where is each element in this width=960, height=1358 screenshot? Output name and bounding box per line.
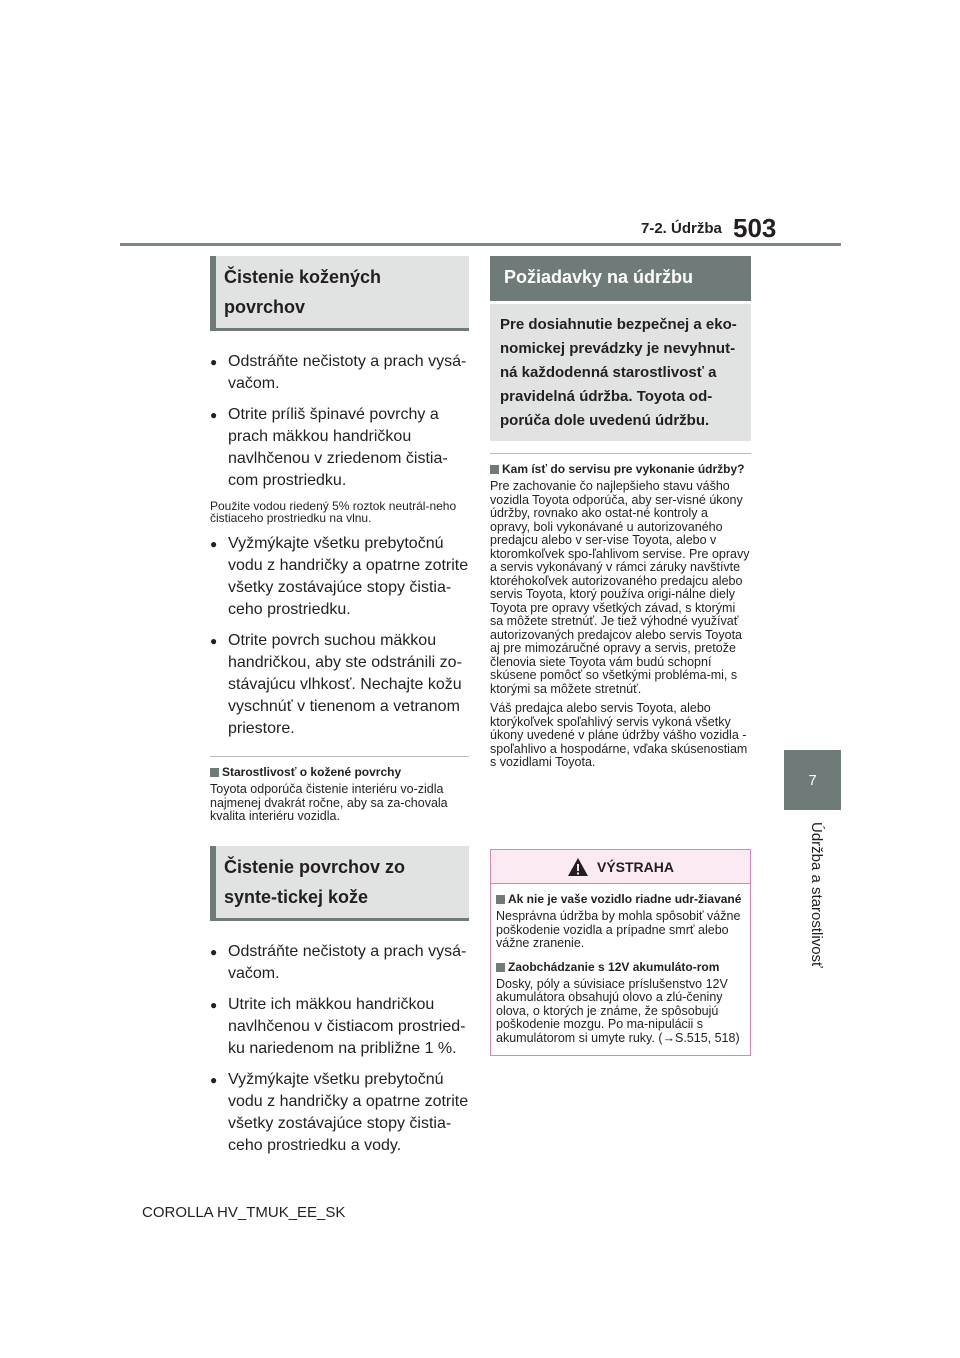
paragraph: Váš predajca alebo servis Toyota, alebo ktorýkoľvek spoľahlivý servis vykoná všetky úkony uvedené v pláne údržby vášho vozidla - spoľahlivo a hospodárne, vďaka skúsenostiam s vozidlami Toyota. (490, 701, 748, 769)
list-item: ● Vyžmýkajte všetku prebytočnú vodu z handričky a opatrne zotrite všetky zostávajúce stopy čistia-ceho prostriedku. (210, 533, 469, 621)
section-title-maintenance: Požiadavky na údržbu (490, 256, 751, 301)
paragraph: Toyota odporúča čistenie interiéru vo-zidla najmenej dvakrát ročne, aby sa za-chovala kvalita interiéru vozidla. (210, 782, 448, 823)
intro-box: Pre dosiahnutie bezpečnej a eko-nomickej prevádzky je nevyhnut-ná každodenná starostlivosť a pravidelná údržba. Toyota od-porúča dole uvedenú údržbu. (490, 304, 751, 441)
chapter-title: Údržba a starostlivosť (808, 822, 825, 968)
warning-title: VÝSTRAHA (596, 858, 674, 875)
list-item: ● Vyžmýkajte všetku prebytočnú vodu z handričky a opatrne zotrite všetky zostávajúce stopy čistia-ceho prostriedku a vody. (210, 1069, 469, 1157)
list-item: ● Utrite ich mäkkou handričkou navlhčenou v čistiacom prostried-ku nariedenom na približne 1 %. (210, 994, 469, 1060)
warning-text: Nesprávna údržba by mohla spôsobiť vážne poškodenie vozidla a prípadne smrť alebo vážne zranenie. (496, 909, 741, 950)
left-column (210, 256, 469, 1157)
page-number: 503 (733, 213, 777, 243)
list-item: ● Otrite príliš špinavé povrchy a prach mäkkou handričkou navlhčenou v zriedenom čistia-com prostriedku. (210, 404, 469, 492)
subheading-leather-care: Starostlivosť o kožené povrchy (210, 766, 469, 779)
divider (210, 756, 469, 757)
section-heading: 7-2. Údržba (641, 220, 722, 237)
subheading-service: Kam ísť do servisu pre vykonanie údržby? (490, 463, 751, 476)
right-column (490, 256, 751, 770)
divider (490, 453, 751, 454)
footer-text: COROLLA HV_TMUK_EE_SK (142, 1204, 346, 1221)
note-text: Použite vodou riedený 5% roztok neutrál-neho čistiaceho prostriedku na vlnu. (210, 499, 457, 525)
warning-box (490, 849, 751, 1056)
list-item: ● Odstráňte nečistoty a prach vysá-vačom. (210, 351, 469, 395)
paragraph: Pre zachovanie čo najlepšieho stavu vášho vozidla Toyota odporúča, aby ser-visné úkony údržby, rovnako ako ostat-né kontroly a opravy, boli vykonávané u autorizovaného predajcu alebo v ser-vise Toyota, alebo v ktoromkoľvek spo-ľahlivom servise. Pre opravy a servis vykonávaný v rámci záruky navštívte ktoréhokoľvek autorizovaného predajcu alebo servis Toyota, ktorý používa origi-nálne diely Toyota pre opravy všetkých závad, s ktorými sa môžete stretnúť. Je tiež výhodné využívať autorizovaných predajcov alebo servis Toyota aj pre mimozáručné opravy a servis, pretože členovia siete Toyota vám budú schopní skúsene pomôcť so všetkými probléma-mi, s ktorými sa môžete stretnúť. (490, 479, 750, 696)
chapter-tab[interactable]: 7 (784, 750, 841, 810)
warning-subheading: Ak nie je vaše vozidlo riadne udr-žiavané (496, 893, 746, 906)
warning-subheading: Zaobchádzanie s 12V akumuláto-rom (496, 961, 746, 974)
section-title-leather: Čistenie kožených povrchov (210, 256, 469, 331)
list-item: ● Otrite povrch suchou mäkkou handričkou, aby ste odstránili zo-stávajúcu vlhkosť. Nechajte kožu vyschnúť v tienenom a vetranom priestore. (210, 630, 469, 740)
warning-header (491, 850, 750, 884)
header-divider (120, 243, 841, 246)
warning-icon (567, 857, 589, 877)
list-item: ● Odstráňte nečistoty a prach vysá-vačom. (210, 941, 469, 985)
section-title-synthetic-leather: Čistenie povrchov zo synte-tickej kože (210, 846, 469, 921)
warning-text: Dosky, póly a súvisiace príslušenstvo 12V akumulátora obsahujú olovo a zlú-čeniny olova, o ktorých je známe, že spôsobujú poškodenie mozgu. Po ma-nipulácii s akumulátorom si umyte ruky. (→S.515, 518) (496, 976, 740, 1045)
